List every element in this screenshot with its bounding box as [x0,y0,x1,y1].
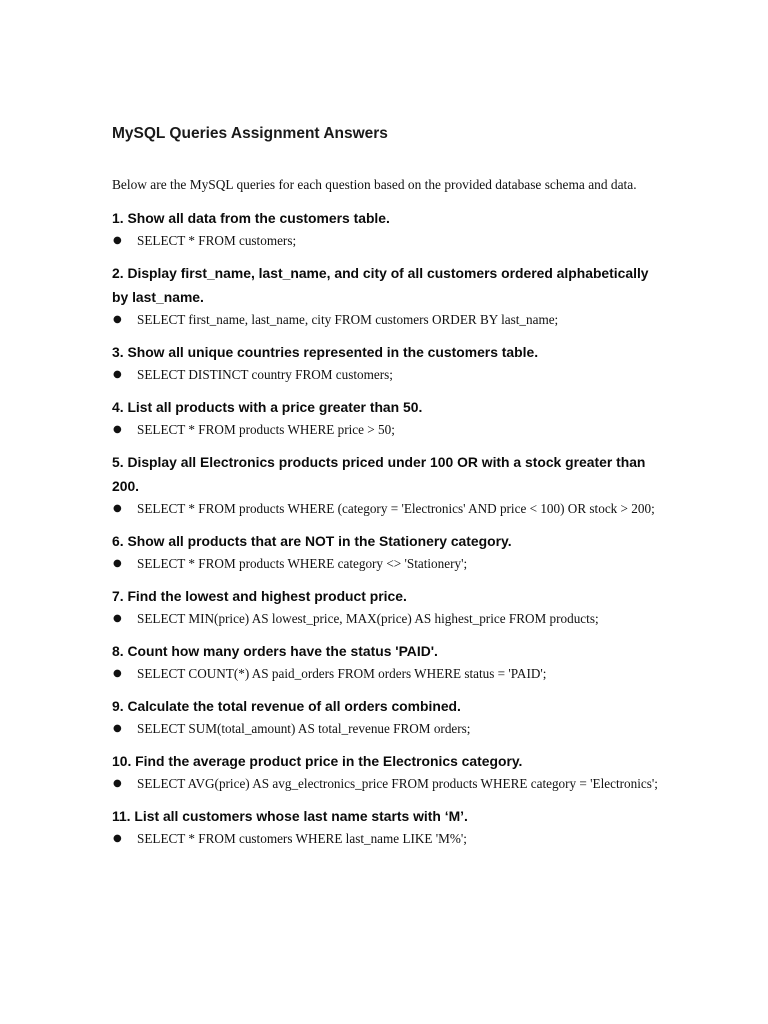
sql-query-text: SELECT DISTINCT country FROM customers; [137,367,393,382]
bullet-icon: ● [113,424,122,435]
bullet-icon: ● [113,235,122,246]
answer-list-item [112,719,660,738]
answer-list-item [112,774,660,793]
sql-query-text: SELECT * FROM products WHERE price > 50; [137,422,395,437]
bullet-icon: ● [113,833,122,844]
sql-query-text: SELECT MIN(price) AS lowest_price, MAX(price) AS highest_price FROM products; [137,611,599,626]
answer-list-item [112,420,660,439]
bullet-icon: ● [113,369,122,380]
question-heading: 9. Calculate the total revenue of all orders combined. [112,698,461,714]
question-heading: 8. Count how many orders have the status 'PAID'. [112,643,438,659]
question-item [112,395,660,439]
answer-list-item [112,310,660,329]
sql-query-text: SELECT * FROM products WHERE category <> 'Stationery'; [137,556,468,571]
answer-list-item [112,609,660,628]
question-item [112,206,660,250]
question-heading: 2. Display first_name, last_name, and city of all customers ordered alphabetically by last_name. [112,265,649,305]
answer-list-item [112,231,660,250]
question-item [112,529,660,573]
question-item [112,639,660,683]
sql-query-text: SELECT * FROM customers; [137,233,297,248]
question-item [112,450,660,518]
answer-list-item [112,365,660,384]
question-heading: 7. Find the lowest and highest product price. [112,588,407,604]
question-heading: 3. Show all unique countries represented in the customers table. [112,344,539,360]
question-heading: 6. Show all products that are NOT in the Stationery category. [112,533,512,549]
sql-query-text: SELECT COUNT(*) AS paid_orders FROM orders WHERE status = 'PAID'; [137,666,547,681]
answer-list-item [112,554,660,573]
bullet-icon: ● [113,778,122,789]
question-item [112,694,660,738]
question-list [112,206,660,848]
bullet-icon: ● [113,723,122,734]
answer-list-item [112,664,660,683]
sql-query-text: SELECT SUM(total_amount) AS total_revenue FROM orders; [137,721,471,736]
question-heading: 11. List all customers whose last name starts with ‘M’. [112,808,468,824]
question-heading: 5. Display all Electronics products priced under 100 OR with a stock greater than 200. [112,454,646,494]
bullet-icon: ● [113,613,122,624]
question-heading: 1. Show all data from the customers table. [112,210,390,226]
bullet-icon: ● [113,558,122,569]
sql-query-text: SELECT * FROM customers WHERE last_name LIKE 'M%'; [137,831,467,846]
question-item [112,261,660,329]
bullet-icon: ● [113,503,122,514]
answer-list-item [112,499,660,518]
bullet-icon: ● [113,314,122,325]
question-item [112,804,660,848]
bullet-icon: ● [113,668,122,679]
question-item [112,340,660,384]
document-title: MySQL Queries Assignment Answers [112,125,388,142]
document-page [112,123,660,859]
intro-paragraph: Below are the MySQL queries for each question based on the provided database schema and data. [112,177,637,192]
answer-list-item [112,829,660,848]
question-heading: 4. List all products with a price greater than 50. [112,399,423,415]
question-heading: 10. Find the average product price in the Electronics category. [112,753,523,769]
sql-query-text: SELECT first_name, last_name, city FROM customers ORDER BY last_name; [137,312,559,327]
question-item [112,749,660,793]
sql-query-text: SELECT AVG(price) AS avg_electronics_price FROM products WHERE category = 'Electronics'; [137,776,658,791]
sql-query-text: SELECT * FROM products WHERE (category = 'Electronics' AND price < 100) OR stock > 200; [137,501,655,516]
question-item [112,584,660,628]
